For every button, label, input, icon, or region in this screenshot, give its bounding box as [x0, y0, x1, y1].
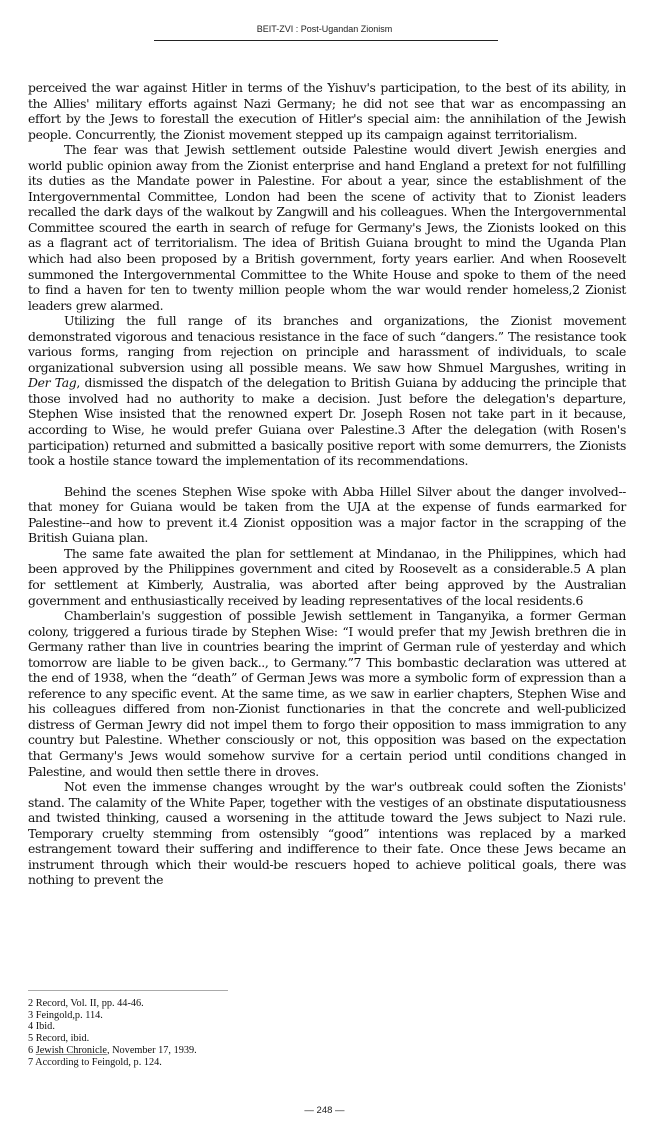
paragraph: Chamberlain's suggestion of possible Jewish settlement in Tanganyika, a former German colony, triggered a furious tirade by Stephen Wise: “I would prefer that my Jewish brethren die in Germany rather than live in countries bearing the imprint of German rule of yesterday and which tomorrow are liable to be given back.., to Germany.”7 This bombastic declaration was uttered at the end of 1938, when the “death” of German Jews was more a symbolic form of expression than a reference to any specific event. At the same time, as we saw in earlier chapters, Stephen Wise and his colleagues differed from non-Zionist functionaries in that the concrete and well-publicized distress of German Jewry did not impel them to forgo their opposition to mass immigration to any country but Palestine. Whether consciously or not, this opposition was based on the expectation that Germany's Jews would somehow survive for a certain period until conditions changed in Palestine, and would then settle there in droves. [28, 608, 626, 779]
italic-title-der-tag: Der Tag [28, 375, 77, 391]
paragraph: The fear was that Jewish settlement outside Palestine would divert Jewish energies and world public opinion away from the Zionist enterprise and hand England a pretext for not fulfilling its duties as the Mandate power in Palestine. For about a year, since the establishment of the Intergovernmental Committee, London had been the scene of activity that to Zionist leaders recalled the dark days of the walkout by Zangwill and his colleagues. When the Intergovernmental Committee scoured the earth in search of refuge for Germany's Jews, the Zionists looked on this as a flagrant act of territorialism. The idea of British Guiana brought to mind the Uganda Plan which had also been proposed by a British government, forty years earlier. And when Roosevelt summoned the Intergovernmental Committee to the White House and spoke to them of the need to find a haven for ten to twenty million people whom the war would render homeless,2 Zionist leaders grew alarmed. [28, 142, 626, 313]
footnote-number: 5 [28, 1033, 34, 1045]
paragraph [28, 313, 626, 468]
footnote-text: Ibid. [35, 1021, 55, 1033]
footnote-text: , November 17, 1939. [106, 1044, 197, 1056]
paragraph-continued: perceived the war against Hitler in terms of the Yishuv's participation, to the best of its ability, in the Allies' military efforts against Nazi Germany; he did not see that war as encompassing an effort by the Jews to forestall the execution of Hitler's special aim: the annihilation of the Jewish people. Concurrently, the Zionist movement stepped up its campaign against territorialism. [28, 80, 626, 142]
footnote-number: 7 [28, 1056, 34, 1068]
footnote-source-title: Jewish Chronicle [35, 1044, 107, 1056]
paragraph-text: , dismissed the dispatch of the delegation to British Guiana by adducing the principle that those involved had no authority to make a decision. Just before the delegation's departure, Stephen Wise insisted that the renowned expert Dr. Joseph Rosen not take part in it because, according to Wise, he would prefer Guiana over Palestine.3 After the delegation (with Rosen's participation) returned and submitted a basically positive report with some demurrers, the Zionists took a hostile stance toward the implementation of its recommendations. [28, 375, 626, 469]
footnote-number: 4 [28, 1021, 34, 1033]
footnote-text: According to Feingold, p. 124. [35, 1056, 162, 1068]
page-number: — 248 — [304, 1105, 345, 1116]
footnote [28, 1057, 428, 1069]
running-head-title: BEIT-ZVI : Post-Ugandan Zionism [256, 24, 393, 34]
footnote [28, 1045, 428, 1057]
header-rule [154, 40, 498, 41]
paragraph: Not even the immense changes wrought by the war's outbreak could soften the Zionists' stand. The calamity of the White Paper, together with the vestiges of an obstinate disputatiousness and twisted thinking, caused a worsening in the attitude toward the Jews subject to Nazi rule. Temporary cruelty stemming from ostensibly “good” intentions was replaced by a marked estrangement toward their suffering and indifference to their fate. Once these Jews became an instrument through which their would-be rescuers hoped to achieve political goals, there was nothing to prevent the [28, 779, 626, 888]
paragraph-text: Utilizing the full range of its branches and organizations, the Zionist movement demonstrated vigorous and tenacious resistance in the face of such “dangers.” The resistance took various forms, ranging from rejection on principle and harassment of individuals, to scale organizational subversion using all possible means. We saw how Shmuel Margushes, writing in [28, 313, 626, 375]
paragraph: Behind the scenes Stephen Wise spoke with Abba Hillel Silver about the danger involved--that money for Guiana would be taken from the UJA at the expense of funds earmarked for Palestine--and how to prevent it.4 Zionist opposition was a major factor in the scrapping of the British Guiana plan. [28, 483, 626, 546]
footnote-number: 3 [28, 1009, 34, 1021]
footnote-text: Record, ibid. [35, 1033, 90, 1045]
body-text [28, 80, 626, 888]
footnotes [28, 998, 428, 1068]
footnote-separator [28, 990, 228, 991]
footnote [28, 998, 428, 1010]
footnote [28, 1021, 428, 1033]
footnote-number: 6 [28, 1044, 34, 1056]
footnote-text: Feingold,p. 114. [35, 1009, 103, 1021]
footnote [28, 1010, 428, 1022]
paragraph: The same fate awaited the plan for settlement at Mindanao, in the Philippines, which had been approved by the Philippines government and cited by Roosevelt as a considerable.5 A plan for settlement at Kimberly, Australia, was aborted after being approved by the Australian government and enthusiastically received by leading representatives of the local residents.6 [28, 545, 626, 608]
footnote [28, 1033, 428, 1045]
footnote-number: 2 [28, 998, 34, 1009]
footnote-text: Record, Vol. II, pp. 44-46. [35, 998, 144, 1009]
